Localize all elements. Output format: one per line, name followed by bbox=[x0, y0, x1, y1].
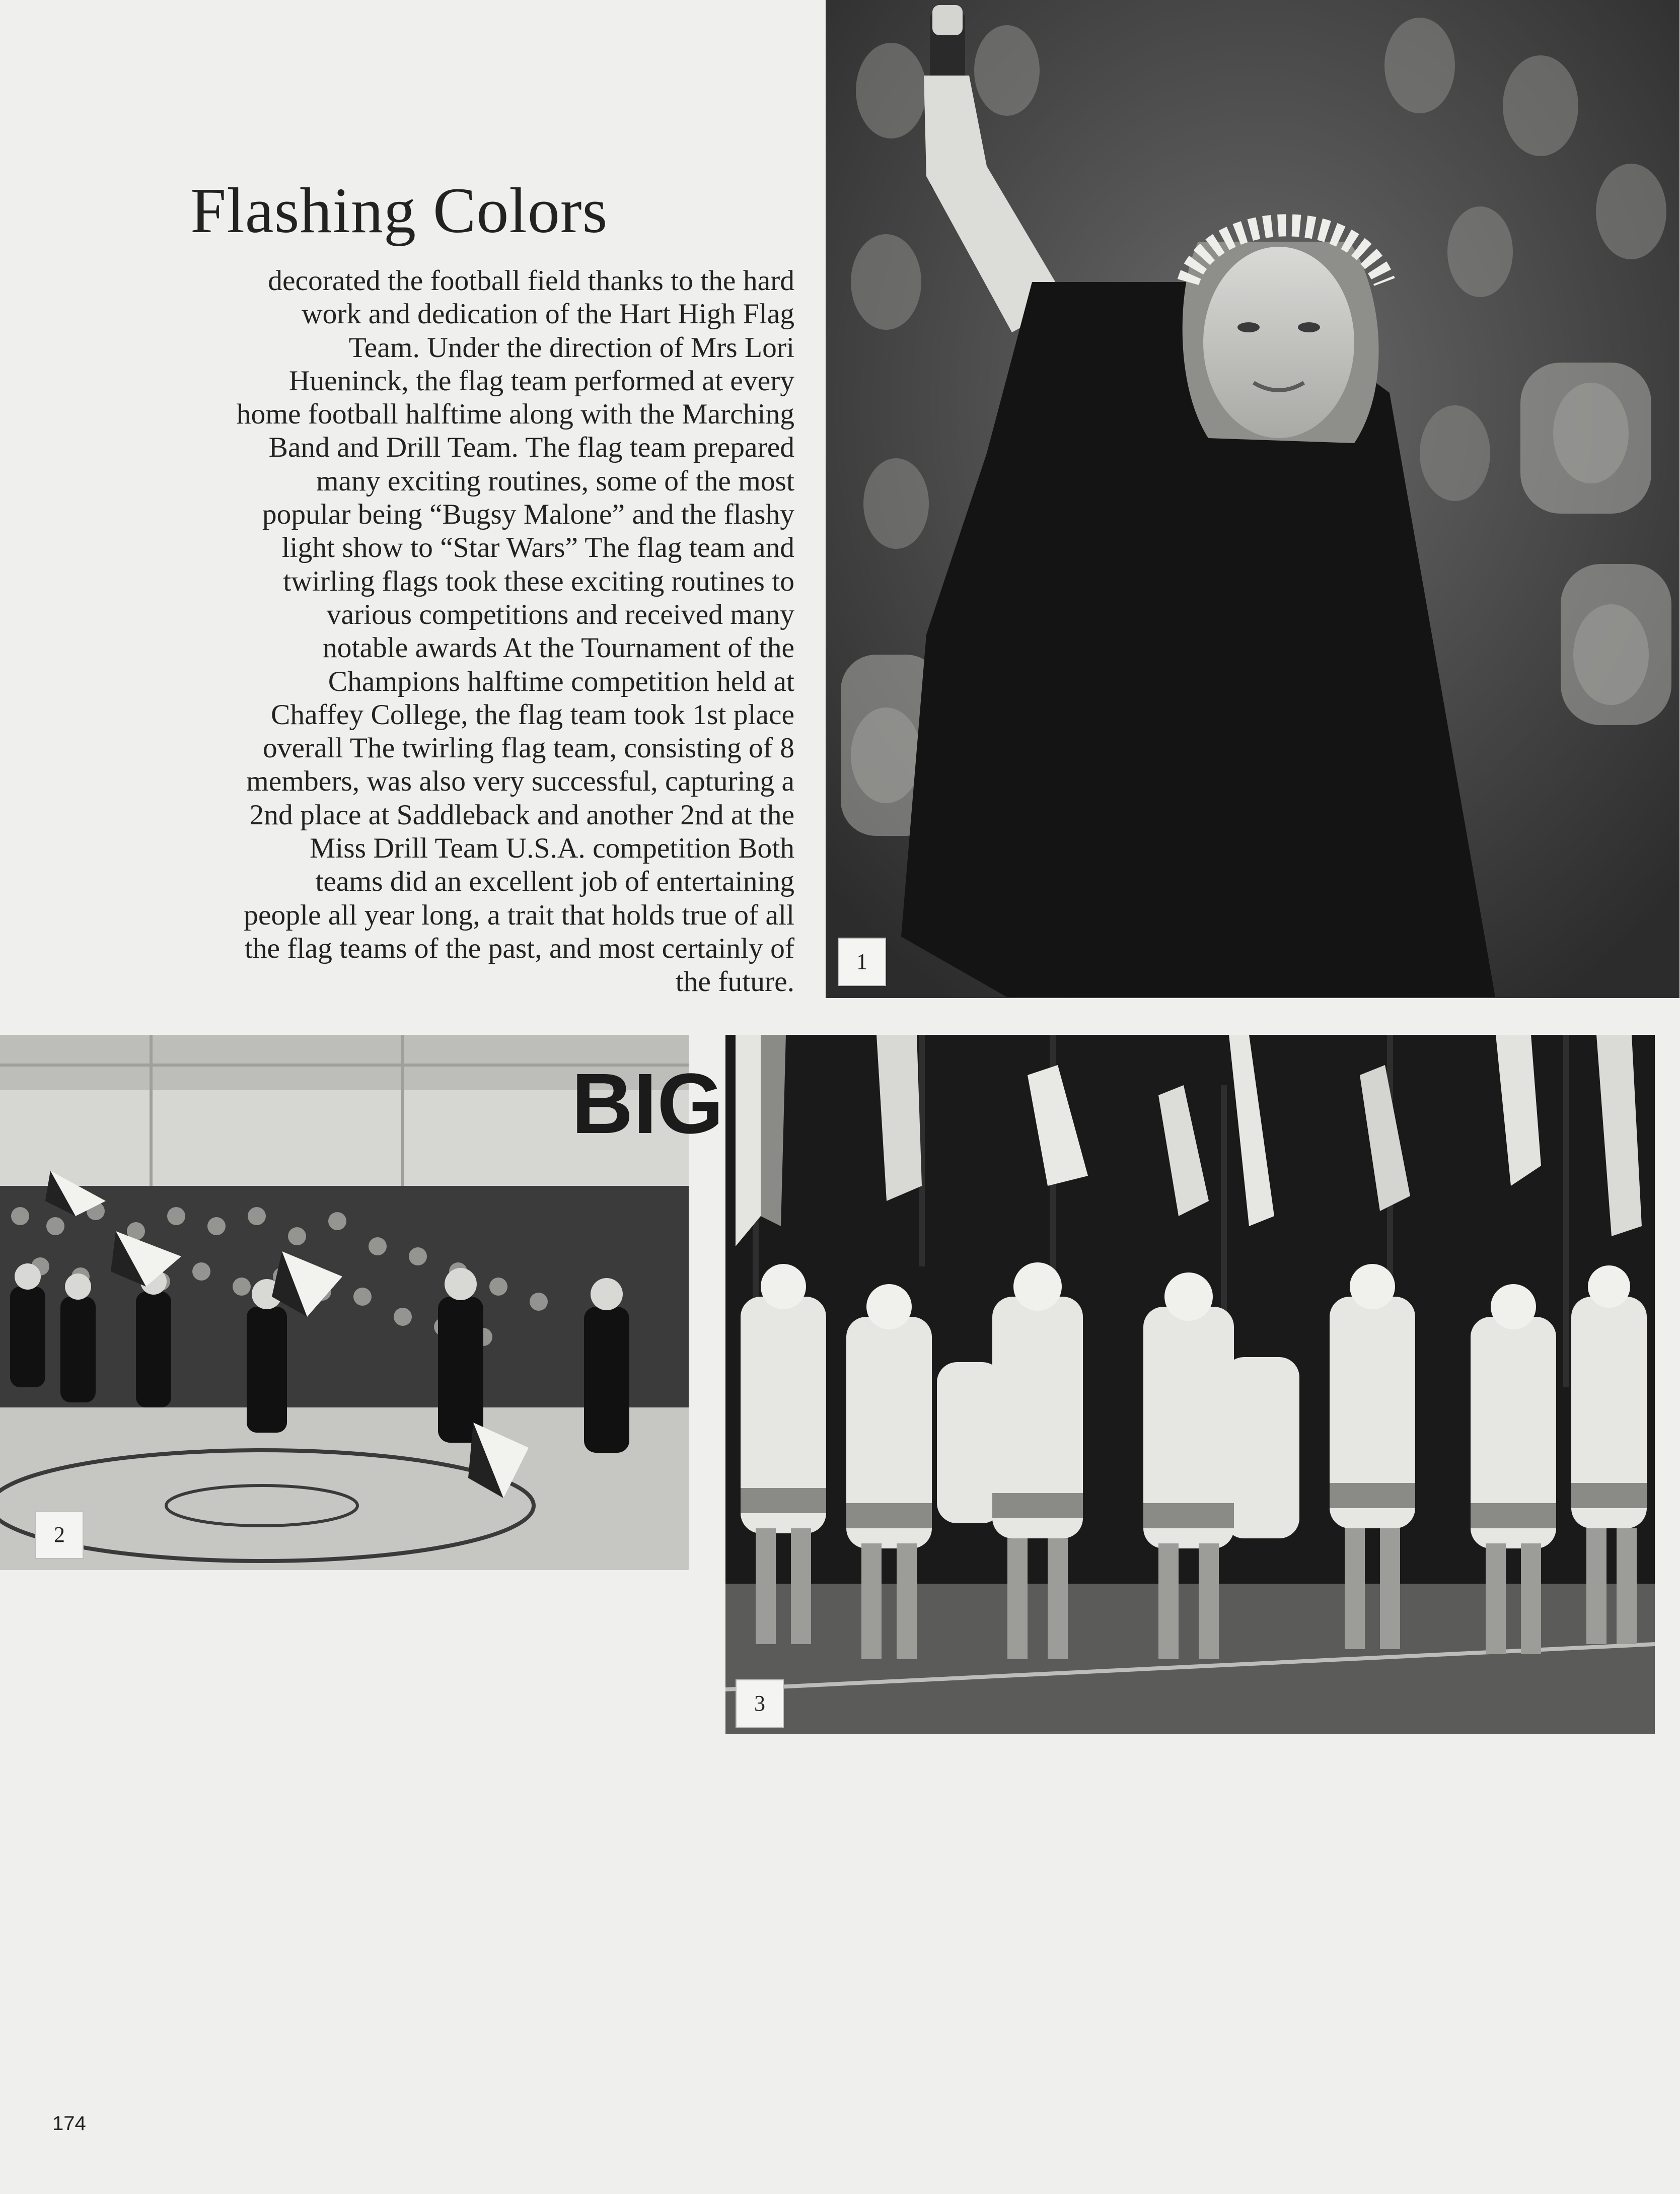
photo-3-number: 3 bbox=[736, 1679, 784, 1728]
article-line: overall The twirling flag team, consisting of 8 bbox=[262, 732, 794, 764]
article-line: many exciting routines, some of the most bbox=[316, 465, 794, 497]
photo-1-image bbox=[826, 0, 1679, 998]
photo-3-image bbox=[725, 1035, 1655, 1734]
article-line: work and dedication of the Hart High Flag bbox=[302, 298, 794, 330]
photo-2-image bbox=[0, 1035, 724, 1570]
article-line: notable awards At the Tournament of the bbox=[322, 632, 794, 664]
article-line: popular being “Bugsy Malone” and the flashy bbox=[262, 499, 794, 531]
article-line: teams did an excellent job of entertaining bbox=[315, 866, 794, 898]
article-line: the flag teams of the past, and most certainly of bbox=[244, 932, 794, 964]
article-line: Chaffey College, the flag team took 1st place bbox=[271, 698, 794, 731]
article-title: Flashing Colors bbox=[190, 175, 608, 246]
article-line: decorated the football field thanks to the hard bbox=[268, 265, 794, 297]
article-line: people all year long, a trait that holds true of all bbox=[244, 899, 794, 931]
article-line: the future. bbox=[675, 966, 794, 998]
photo-2-gym-flag-team bbox=[0, 1035, 724, 1570]
article-line: Team. Under the direction of Mrs Lori bbox=[348, 331, 794, 364]
article-line: Champions halftime competition held at bbox=[328, 665, 794, 697]
article-line: various competitions and received many bbox=[326, 598, 794, 630]
photo-1-number: 1 bbox=[838, 938, 886, 986]
photo-1-flag-girl-portrait bbox=[826, 0, 1679, 998]
photo-3-field-flag-team bbox=[725, 1035, 1655, 1734]
article-line: twirling flags took these exciting routines to bbox=[283, 565, 794, 597]
page-number: 174 bbox=[52, 2112, 86, 2135]
article-line: light show to “Star Wars” The flag team and bbox=[281, 532, 794, 564]
article-line: Miss Drill Team U.S.A. competition Both bbox=[310, 832, 794, 865]
article-line: Band and Drill Team. The flag team prepared bbox=[268, 432, 794, 464]
article-line: Hueninck, the flag team performed at every bbox=[288, 365, 794, 397]
article-line: members, was also very successful, capturing a bbox=[246, 765, 794, 798]
photo-2-number: 2 bbox=[35, 1511, 84, 1559]
article-body bbox=[151, 264, 794, 999]
article-line: 2nd place at Saddleback and another 2nd at the bbox=[249, 799, 794, 831]
wall-sign-text: BIG bbox=[571, 1056, 724, 1152]
article-line: home football halftime along with the Marching bbox=[236, 398, 794, 431]
